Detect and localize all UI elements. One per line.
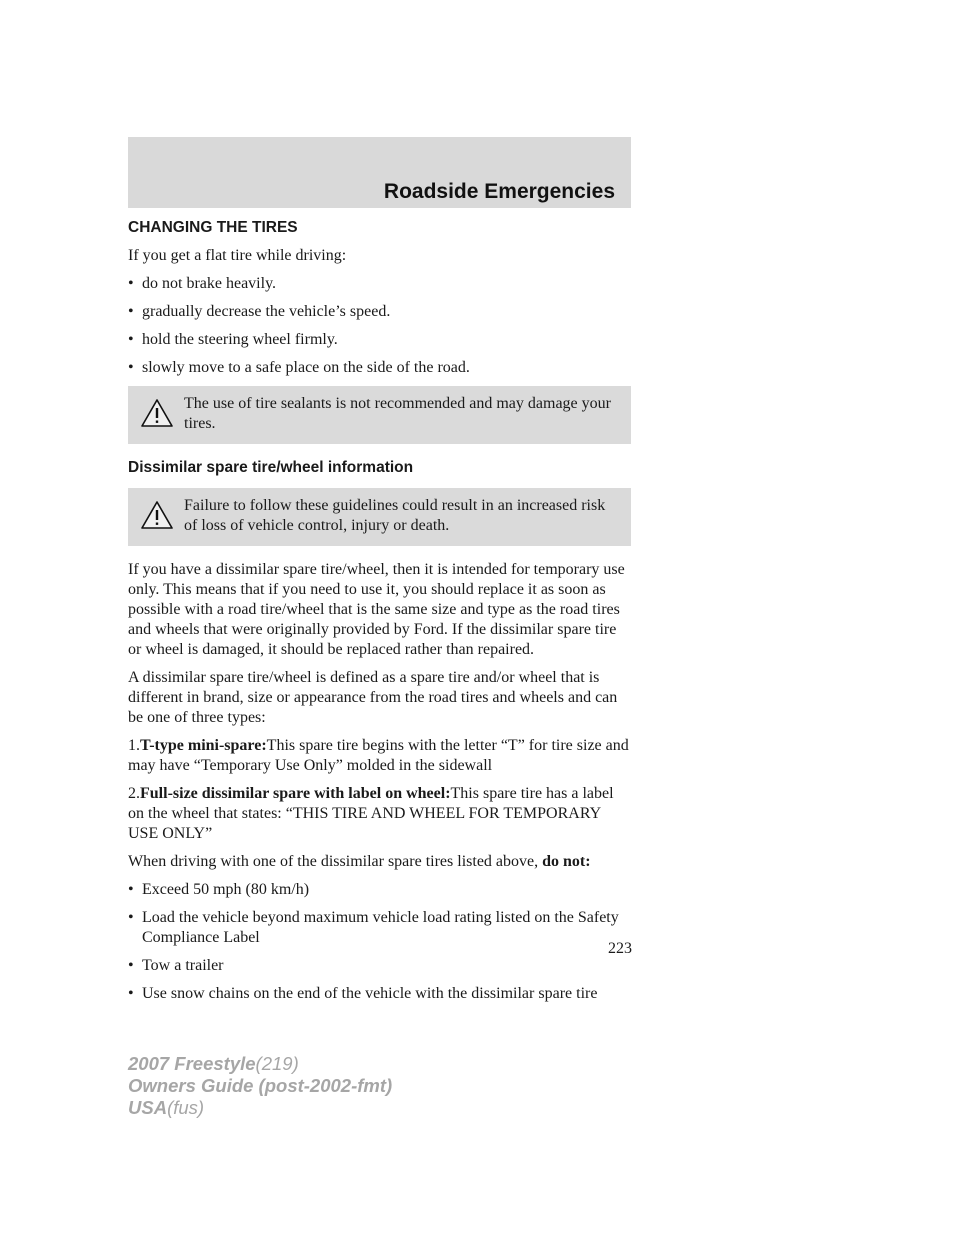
list-item: • Tow a trailer [128,957,224,974]
page-number: 223 [608,940,632,957]
list-item: • Use snow chains on the end of the vehicle with the dissimilar spare tire [128,985,598,1002]
spare-type-item: 1.T-type mini-spare:This spare tire begins with the letter “T” for tire size and may have “Temporary Use Only” molded in the sidewall [128,737,629,774]
heading-dissimilar-spare: Dissimilar spare tire/wheel information [128,459,414,476]
list-item: • Load the vehicle beyond maximum vehicle load rating listed on the Safety Compliance Label [128,909,619,946]
warning-box [128,386,631,444]
list-item: • Exceed 50 mph (80 km/h) [128,881,310,898]
spare-type-item: 2.Full-size dissimilar spare with label on wheel:This spare tire has a label on the wheel that states: “THIS TIRE AND WHEEL FOR TEMPORARY USE ONLY” [128,785,614,842]
paragraph: A dissimilar spare tire/wheel is defined as a spare tire and/or wheel that is different in brand, size or appearance from the road tires and wheels and can be one of three types: [128,669,618,726]
warning-triangle-icon [140,500,174,530]
list-item: • slowly move to a safe place on the side of the road. [128,359,470,376]
warning-text: Failure to follow these guidelines could result in an increased risk of loss of vehicle control, injury or death. [184,497,606,534]
section-title: Roadside Emergencies [383,180,615,203]
warning-box [128,488,631,546]
warning-text: The use of tire sealants is not recommended and may damage your tires. [184,395,611,432]
list-item: • gradually decrease the vehicle’s speed. [128,303,391,320]
header-band [128,137,631,208]
paragraph: When driving with one of the dissimilar spare tires listed above, do not: [128,853,591,870]
footer [128,1053,392,1119]
paragraph: If you have a dissimilar spare tire/wheel, then it is intended for temporary use only. This means that if you need to use it, you should replace it as soon as possible with a road tire/wheel that is the same size and type as the road tires and wheels that were originally provided by Ford. If the dissimilar spare tire or wheel is damaged, it should be replaced rather than repaired. [128,561,625,658]
intro-text: If you get a flat tire while driving: [128,247,347,264]
heading-changing-tires: CHANGING THE TIRES [128,219,298,236]
list-item: • do not brake heavily. [128,275,277,292]
footer-line: Owners Guide (post-2002-fmt) [128,1075,393,1096]
footer-line: USA(fus) [128,1097,205,1118]
footer-line: 2007 Freestyle(219) [128,1053,299,1074]
page-content [128,218,631,1012]
list-item: • hold the steering wheel firmly. [128,331,338,348]
warning-triangle-icon [140,398,174,428]
